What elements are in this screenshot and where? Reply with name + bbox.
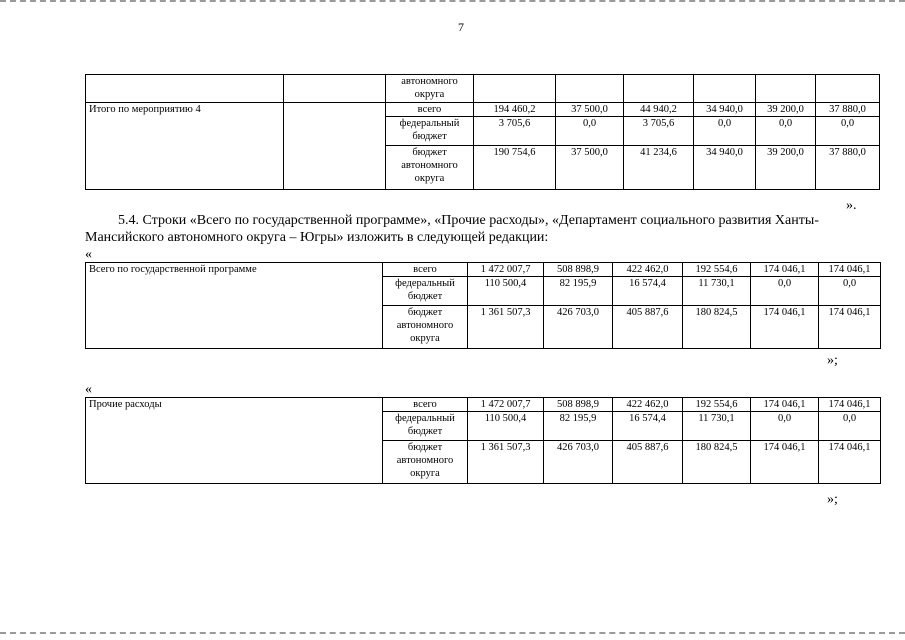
table-cell: 174 046,1 — [819, 441, 881, 484]
row-label: федеральный бюджет — [383, 412, 468, 441]
table-cell: 34 940,0 — [694, 146, 756, 190]
table-cell: 16 574,4 — [613, 412, 683, 441]
table-cell: 508 898,9 — [544, 398, 613, 412]
table-cell: 174 046,1 — [751, 441, 819, 484]
table-cell: 3 705,6 — [474, 117, 556, 146]
table-cell: 110 500,4 — [468, 412, 544, 441]
table-row — [86, 398, 881, 412]
closing-quote: »; — [827, 492, 838, 507]
table-cell: 39 200,0 — [756, 103, 816, 117]
table-cell: 82 195,9 — [544, 412, 613, 441]
table-cell: 11 730,1 — [683, 412, 751, 441]
table-cell: 37 880,0 — [816, 103, 880, 117]
table-cell: 37 500,0 — [556, 146, 624, 190]
row-label: бюджет автономного округа — [383, 306, 468, 349]
table-cell: 16 574,4 — [613, 277, 683, 306]
table-cell: 41 234,6 — [624, 146, 694, 190]
table-cell: 422 462,0 — [613, 263, 683, 277]
row-label: бюджет автономного округа — [383, 441, 468, 484]
table-cell: 174 046,1 — [751, 263, 819, 277]
closing-quote: ». — [846, 198, 857, 213]
table-cell: 405 887,6 — [613, 441, 683, 484]
table-cell: 1 472 007,7 — [468, 263, 544, 277]
table-cell: 405 887,6 — [613, 306, 683, 349]
table-cell: 174 046,1 — [819, 263, 881, 277]
table-cell: 0,0 — [819, 412, 881, 441]
table-program-total — [85, 262, 881, 349]
scan-edge-bottom — [0, 632, 905, 636]
table-cell: 508 898,9 — [544, 263, 613, 277]
row-title: Прочие расходы — [86, 398, 383, 484]
table-cell: 39 200,0 — [756, 146, 816, 190]
table-other-expenses — [85, 397, 881, 484]
row-title: Итого по мероприятию 4 — [86, 103, 284, 190]
table-cell: 180 824,5 — [683, 306, 751, 349]
table-cell: 192 554,6 — [683, 398, 751, 412]
table-cell: 37 880,0 — [816, 146, 880, 190]
scan-edge-top — [0, 0, 905, 4]
table-cell: 44 940,2 — [624, 103, 694, 117]
table-cell: 0,0 — [816, 117, 880, 146]
table-cell: 34 940,0 — [694, 103, 756, 117]
table-cell: 0,0 — [756, 117, 816, 146]
table-cell: 82 195,9 — [544, 277, 613, 306]
table-cell: 0,0 — [751, 277, 819, 306]
table-measure-4 — [85, 74, 880, 190]
row-title: Всего по государственной программе — [86, 263, 383, 349]
row-label: всего — [383, 398, 468, 412]
table-cell: 426 703,0 — [544, 441, 613, 484]
table-cell: 194 460,2 — [474, 103, 556, 117]
table-cell: 110 500,4 — [468, 277, 544, 306]
table-cell: 3 705,6 — [624, 117, 694, 146]
row-label: всего — [383, 263, 468, 277]
row-label: автономного округа — [386, 75, 474, 103]
table-cell: 11 730,1 — [683, 277, 751, 306]
table-cell: 0,0 — [819, 277, 881, 306]
table-cell: 1 472 007,7 — [468, 398, 544, 412]
table-cell: 174 046,1 — [751, 398, 819, 412]
table-cell: 1 361 507,3 — [468, 306, 544, 349]
table-row — [86, 263, 881, 277]
table-cell: 37 500,0 — [556, 103, 624, 117]
table-row — [86, 103, 880, 117]
table-cell: 422 462,0 — [613, 398, 683, 412]
table-cell: 174 046,1 — [751, 306, 819, 349]
opening-quote: « — [85, 382, 92, 397]
row-label: всего — [386, 103, 474, 117]
table-row — [86, 75, 880, 103]
paragraph-5-4: 5.4. Строки «Всего по государственной программе», «Прочие расходы», «Департамент социального развития Ханты-Мансийского автономного округа – Югры» изложить в следующей редакции: — [85, 213, 819, 245]
row-label: бюджет автономного округа — [386, 146, 474, 190]
row-label: федеральный бюджет — [383, 277, 468, 306]
table-cell: 1 361 507,3 — [468, 441, 544, 484]
table-cell: 174 046,1 — [819, 306, 881, 349]
closing-quote: »; — [827, 353, 838, 368]
table-cell: 0,0 — [751, 412, 819, 441]
row-label: федеральный бюджет — [386, 117, 474, 146]
page-number: 7 — [458, 20, 464, 34]
table-cell: 174 046,1 — [819, 398, 881, 412]
opening-quote: « — [85, 247, 92, 262]
table-cell: 190 754,6 — [474, 146, 556, 190]
table-cell: 0,0 — [556, 117, 624, 146]
table-cell: 192 554,6 — [683, 263, 751, 277]
table-cell: 180 824,5 — [683, 441, 751, 484]
table-cell: 426 703,0 — [544, 306, 613, 349]
table-cell: 0,0 — [694, 117, 756, 146]
